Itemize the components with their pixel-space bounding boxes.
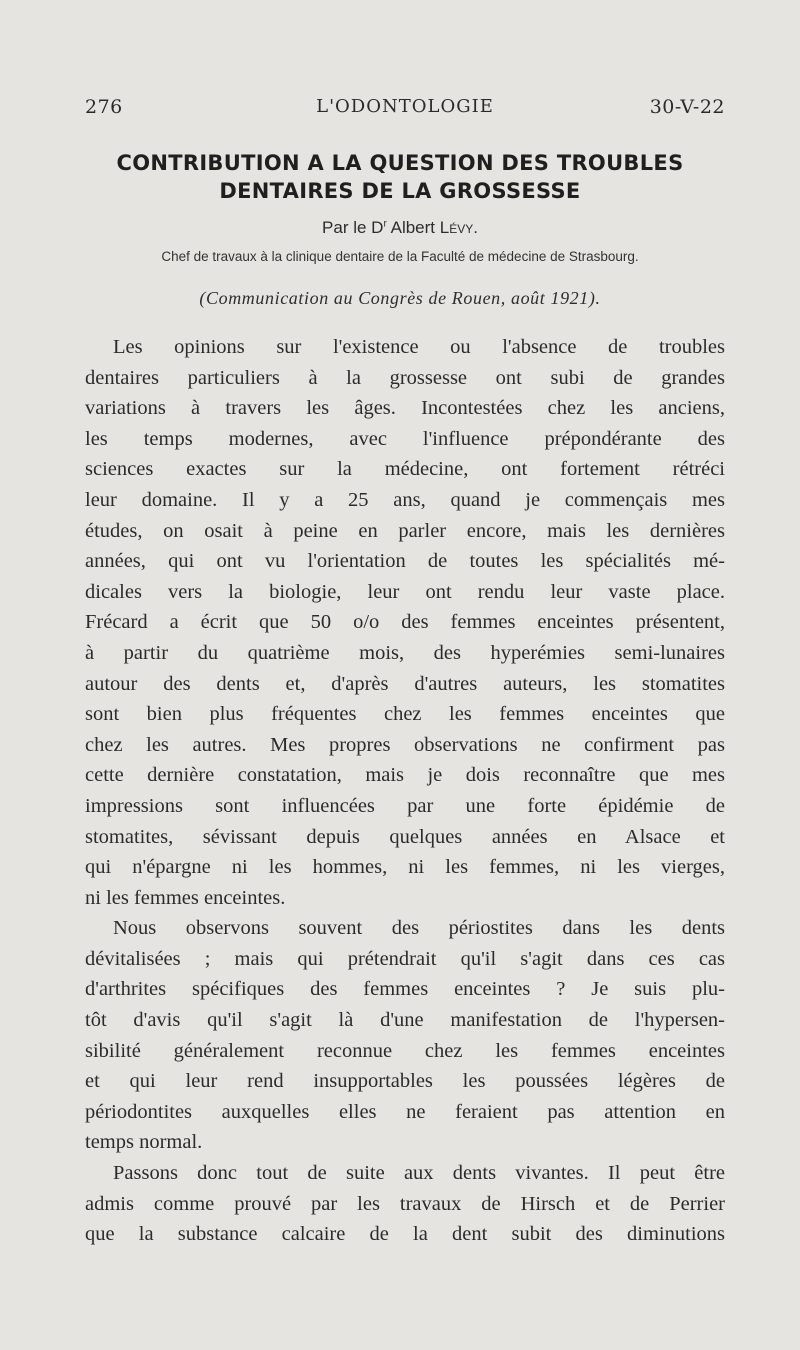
body-line: dicales vers la biologie, leur ont rendu leur vaste place.: [85, 580, 725, 603]
body-line: Frécard a écrit que 50 o/o des femmes enceintes présentent,: [85, 611, 725, 634]
body-line: d'arthrites spécifiques des femmes enceintes ? Je suis plu-: [85, 978, 725, 1001]
body-line: à partir du quatrième mois, des hyperémies semi-lunaires: [85, 641, 725, 664]
body-line: dentaires particuliers à la grossesse ont subi de grandes: [85, 366, 725, 389]
journal-name: L'ODONTOLOGIE: [316, 96, 494, 117]
communication-note: (Communication au Congrès de Rouen, août 1921).: [199, 288, 601, 308]
body-line: variations à travers les âges. Incontestées chez les anciens,: [85, 397, 725, 420]
body-line: qui n'épargne ni les hommes, ni les femmes, ni les vierges,: [85, 856, 725, 879]
running-header: [85, 96, 725, 126]
body-line: leur domaine. Il y a 25 ans, quand je commençais mes: [85, 488, 725, 511]
body-line: années, qui ont vu l'orientation de toutes les spécialités mé-: [85, 550, 725, 573]
body-line: les temps modernes, avec l'influence prépondérante des: [85, 427, 725, 450]
body-line: autour des dents et, d'après d'autres auteurs, les stomatites: [85, 672, 725, 695]
body-line: périodontites auxquelles elles ne feraient pas attention en: [85, 1100, 725, 1123]
article-body: [85, 332, 725, 1250]
body-line: cette dernière constatation, mais je dois reconnaître que mes: [85, 764, 725, 787]
body-line: sciences exactes sur la médecine, ont fortement rétréci: [85, 458, 725, 481]
body-line: ni les femmes enceintes.: [85, 886, 286, 909]
body-line: sont bien plus fréquentes chez les femmes enceintes que: [85, 703, 725, 726]
author-name: Albert: [390, 218, 440, 237]
body-line: sibilité généralement reconnue chez les femmes enceintes: [85, 1039, 725, 1062]
body-line: chez les autres. Mes propres observations ne confirment pas: [85, 733, 725, 756]
body-line: Nous observons souvent des périostites dans les dents: [113, 917, 725, 940]
body-line: dévitalisées ; mais qui prétendrait qu'il s'agit dans ces cas: [85, 947, 725, 970]
issue-date: 30-V-22: [649, 96, 725, 118]
body-line: Les opinions sur l'existence ou l'absence de troubles: [113, 336, 725, 358]
body-line: stomatites, sévissant depuis quelques années en Alsace et: [85, 825, 725, 848]
body-line: que la substance calcaire de la dent subit des diminutions: [85, 1223, 725, 1246]
author-suffix: .: [473, 218, 478, 237]
author-title-sup: r: [383, 218, 387, 230]
article-title-line: DENTAIRES DE LA GROSSESSE: [219, 179, 581, 203]
author-surname: Lévy: [439, 218, 474, 237]
article-title-line: CONTRIBUTION A LA QUESTION DES TROUBLES: [116, 151, 684, 175]
body-line: impressions sont influencées par une forte épidémie de: [85, 794, 725, 817]
author-prefix: Par le D: [322, 218, 384, 237]
author-affiliation: Chef de travaux à la clinique dentaire de la Faculté de médecine de Strasbourg.: [161, 249, 639, 264]
body-line: tôt d'avis qu'il s'agit là d'une manifestation de l'hypersen-: [85, 1009, 725, 1032]
article-title: [60, 149, 740, 205]
body-line: études, on osait à peine en parler encore, mais les dernières: [85, 519, 725, 542]
body-line: Passons donc tout de suite aux dents vivantes. Il peut être: [113, 1162, 725, 1185]
page-number: 276: [85, 96, 123, 118]
body-line: temps normal.: [85, 1131, 203, 1154]
body-line: et qui leur rend insupportables les poussées légères de: [85, 1070, 725, 1093]
author-line: [0, 218, 800, 238]
body-line: admis comme prouvé par les travaux de Hirsch et de Perrier: [85, 1192, 725, 1215]
